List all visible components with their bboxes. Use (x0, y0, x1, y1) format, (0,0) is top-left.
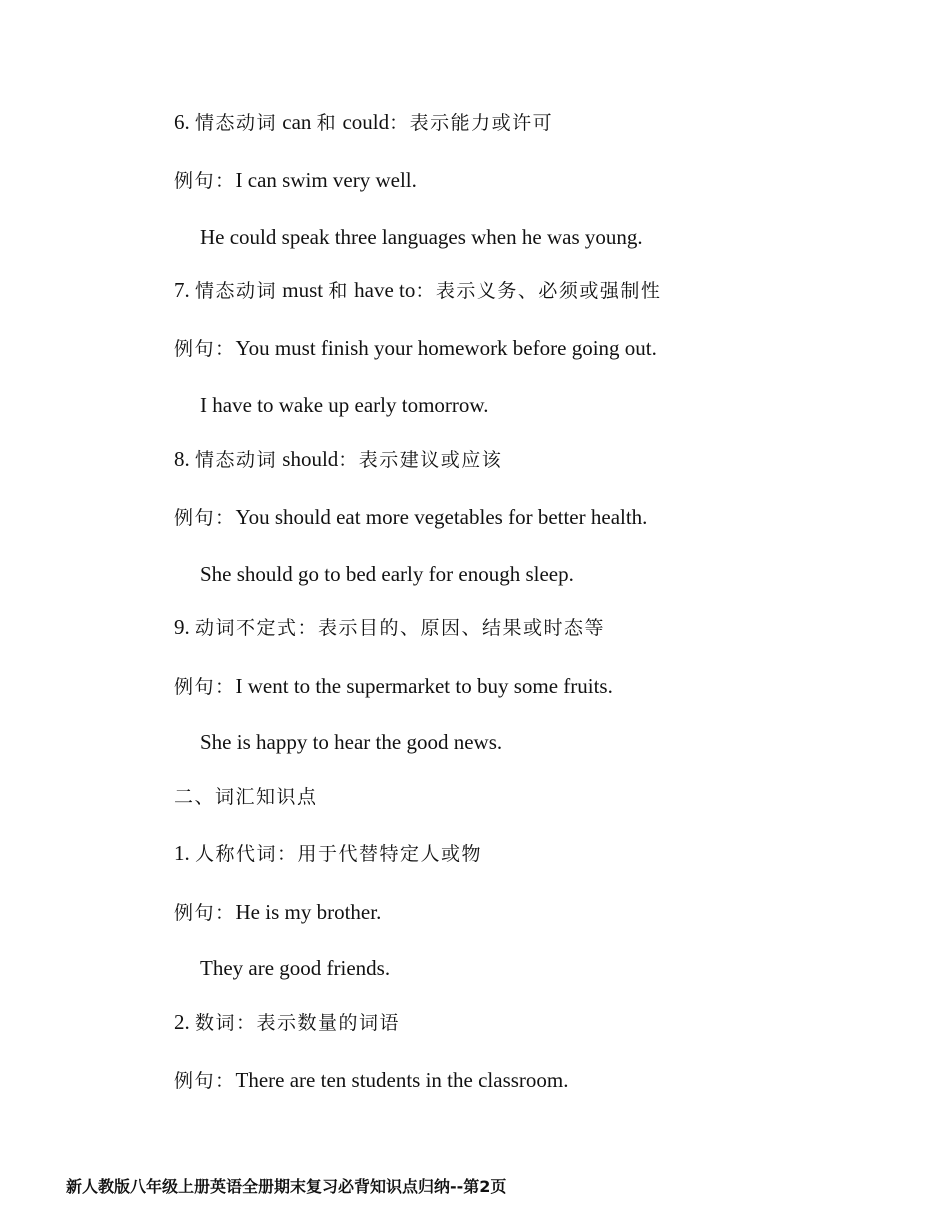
example-line (174, 898, 381, 927)
item-7-heading (174, 276, 661, 305)
page-footer: 新人教版八年级上册英语全册期末复习必背知识点归纳--第2页 (66, 1177, 507, 1196)
example-line (200, 954, 390, 982)
heading-connector: 和 (316, 112, 338, 134)
example-sentence: I can swim very well. (235, 168, 417, 192)
heading-description: ：表示义务、必须或强制性 (415, 280, 662, 302)
item-number: 1. (174, 841, 195, 865)
heading-word: could (337, 110, 390, 134)
item-number: 9. (174, 615, 195, 639)
heading-word: have to (348, 278, 416, 302)
heading-connector: 和 (328, 280, 349, 302)
example-label: 例句： (174, 902, 236, 924)
heading-word: must (277, 278, 329, 302)
heading-description: 人称代词：用于代替特定人或物 (195, 843, 483, 865)
example-line (200, 223, 643, 251)
example-line (174, 1066, 569, 1095)
example-line (200, 560, 574, 588)
item-8-heading (174, 445, 502, 474)
example-label: 例句： (174, 170, 236, 192)
example-sentence: I have to wake up early tomorrow. (200, 393, 489, 417)
item-number: 6. (174, 110, 195, 134)
example-line (174, 672, 613, 701)
example-label: 例句： (174, 676, 236, 698)
example-sentence: They are good friends. (200, 956, 391, 980)
heading-term: 情态动词 (195, 449, 278, 471)
vocab-2-heading (174, 1008, 400, 1037)
item-number: 7. (174, 278, 195, 302)
heading-term: 情态动词 (195, 280, 278, 302)
section-title: 二、词汇知识点 (174, 786, 318, 808)
example-label: 例句： (174, 507, 236, 529)
heading-term: 情态动词 (195, 112, 278, 134)
heading-description: 数词：表示数量的词语 (195, 1012, 401, 1034)
heading-word: can (277, 110, 317, 134)
example-sentence: There are ten students in the classroom. (235, 1068, 569, 1092)
heading-description: ：表示建议或应该 (338, 449, 503, 471)
example-line (200, 728, 502, 756)
example-sentence: He could speak three languages when he was young. (200, 225, 643, 249)
example-sentence: She should go to bed early for enough sleep. (200, 562, 574, 586)
item-6-heading (174, 108, 553, 137)
heading-description: ：表示能力或许可 (389, 112, 554, 134)
section-heading (174, 782, 318, 811)
heading-word: should (277, 447, 339, 471)
vocab-1-heading (174, 839, 482, 868)
example-line (174, 166, 417, 195)
item-number: 2. (174, 1010, 195, 1034)
example-label: 例句： (174, 1070, 236, 1092)
example-line (174, 503, 647, 532)
example-sentence: You must finish your homework before going out. (235, 336, 657, 360)
example-sentence: You should eat more vegetables for better health. (235, 505, 648, 529)
example-label: 例句： (174, 338, 236, 360)
example-line (174, 334, 657, 363)
heading-description: 动词不定式：表示目的、原因、结果或时态等 (195, 617, 606, 639)
example-sentence: I went to the supermarket to buy some fruits. (235, 674, 613, 698)
item-9-heading (174, 613, 605, 642)
example-line (200, 391, 488, 419)
example-sentence: She is happy to hear the good news. (200, 730, 503, 754)
item-number: 8. (174, 447, 195, 471)
example-sentence: He is my brother. (235, 900, 382, 924)
